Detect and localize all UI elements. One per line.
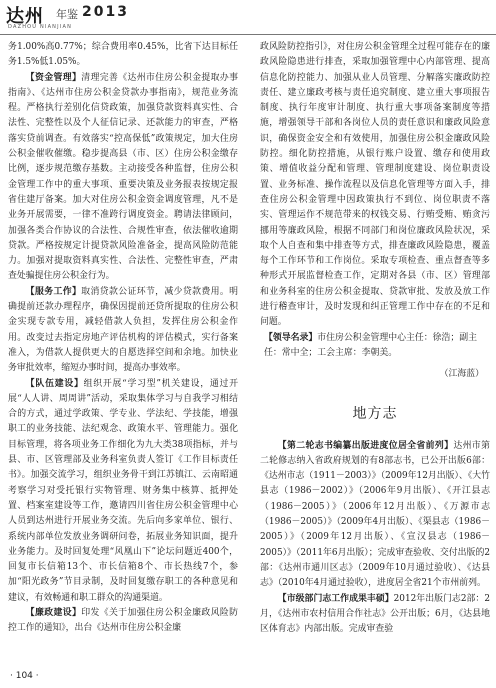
- heading-integrity: 【廉政建设】: [25, 607, 82, 618]
- heading-fund-management: 【资金管理】: [25, 72, 82, 83]
- heading-leadership: 【领导名录】: [264, 332, 318, 343]
- header-divider: [0, 34, 496, 35]
- paragraph-gazetteer-progress: [260, 439, 490, 592]
- text-team-building: 组织开展“学习型”机关建设，通过开展“人人讲、周周讲”活动，采取集体学习与自我学习相结合的方式，通过学政策、学专业、学法纪、学技能，增强职工的业务技能、法纪观念、政策水平、管理能力。强化目标管理，将各项业务工作细化为九大类38项指标，并与县、市、区管理部及业务科室负责人签订《工作目标责任书》。加强交流学习，组织业务骨干到江苏镇江、云南昭通考察学习对受托银行实物管理、财务集中核算、抵押处置、档案室建设等工作，邀请四川省住房公积金管理中心人员到达州进行开展业务交流。先后向多家单位、银行、系统内部单位发放业务调研问卷，拓展业务知识面，提升业务能力。及时回复处理“风凰山下”论坛问题近400个，回复市长信箱13个、市长信箱8个、市长热线7个，参加“阳光政务”节目录制，及时回复缴存职工的各种意见和建议，有效畅通和职工群众的沟通渠道。: [8, 378, 239, 603]
- text-service-work: 取消贷款公证环节，减少贷款费用。明确提前还款办理程序，确保因提前还贷所提取的住房公积金实现专款专用，减轻借款人负担，发挥住房公积金作用。改变过去指定房地产评估机构的评估模式，实行备案准入，为借款人提供更大的自愿选择空间和余地。加快业务审批效率，缩短办事时间，提高办事效率。: [8, 286, 238, 374]
- left-column: [8, 40, 238, 637]
- yearbook-logo-label: 年鉴: [56, 8, 78, 21]
- paragraph-team-building: [8, 377, 238, 606]
- page-header: [0, 0, 496, 36]
- heading-gazetteer-progress: 【第二轮志书编纂出版进度位居全省前列】: [277, 440, 454, 451]
- yearbook-logo-title: 达州: [6, 6, 44, 27]
- paragraph-department-gazetteers: [260, 592, 490, 638]
- yearbook-logo-subtitle: DAZHOU NIANJIAN: [8, 24, 73, 30]
- paragraph-integrity: [8, 606, 238, 637]
- text-gazetteer-progress: 达州市第二轮修志纳入省政府规划的有8部志书，已公开出版6部：《达州市志（1911－2003）》（2009年12月出版）、《大竹县志（1986－2002）》（2006年9月出版）、《开江县志（1986－2005）》（2006年12月出版）、《万源市志（1986－2005）》（2009年4月出版）、《渠县志（1986－2005）》（2009年12月出版）、《宣汉县志（1986－2005）》（2011年6月出版）；完成审查验收、交付出版的2部：《达州市通川区志》（2009年10月通过验收）、《达县志》（2010年4月通过验收），进度居全省21个市州前列。: [260, 440, 491, 589]
- paragraph-fund-management: [8, 71, 238, 285]
- text-fund-management: 清理完善《达州市住房公积金提取办事指南》、《达州市住房公积金贷款办事指南》，规范业务流程。严格执行差别化信贷政策，加强贷款资料真实性、合法性、完整性以及个人征信记录、还款能力的审查，严格落实贷前调查。有效落实“控高保低”政策规定，加大住房公积金催收催缴。稳步提高县（市、区）住房公积金缴存比例，逐步规范缴存基数。主动接受各种监督，住房公积金管理工作中的重大事项、重要决策及业务报表按规定报省住建厅备案。加大对住房公积金资金调度管理，凡不是业务开展需要，一律不准跨行调度资金。聘请法律顾问，加强各类合作协议的合法性、合规性审查，依法催收逾期贷款。严格按规定计提贷款风险准备金，提高风险防范能力。加强对提取资料真实性、合法性、完整性审查，严肃查处骗提住房公积金行为。: [8, 72, 238, 282]
- right-column: [260, 40, 490, 637]
- section-title: 地方志: [352, 405, 398, 422]
- paragraph-integrity-continued: 政风险防控指引》，对住房公积金管理全过程可能存在的廉政风险隐患进行排查，采取加强管理中心内部管理、提高信息化防控能力、加强从业人员管理、分解落实廉政防控责任、建立廉政考核与责任追究制度、建立重大事项报告制度、执行年度审计制度、执行重大事项备案制度等措施，增强领导干部和各岗位人员的责任意识和廉政风险意识，确保资金安全和有效使用，加强住房公积金廉政风险防控。细化防控措施，从银行账户设置、缴存和使用政策、增值收益分配和管理、管理制度建设、岗位职责设置、业务标准、操作流程以及信息化管理等方面入手，排查住房公积金管理中因政策执行不到位、岗位职责不落实、管理运作不规范带来的权钱交易、行贿受贿、贿贪污挪用等廉政风险，根据不同部门和岗位廉政风险状况，采取个人自查和集中排查等方式，排查廉政风险隐患，覆盖每个工作环节和工作岗位。采取专项检查、重点督查等多种形式开展监督检查工作，定期对各县（市、区）管理部和业务科室的住房公积金提取、贷款审批、发放及放工作进行稽查审计，及时发现和纠正管理工作中存在的不足和问题。: [260, 42, 490, 328]
- heading-department-gazetteers: 【市级部门志工作成果丰硕】: [277, 593, 394, 604]
- author-credit: （江海蓝）: [439, 369, 484, 380]
- heading-service-work: 【服务工作】: [25, 286, 82, 297]
- text-department-gazetteers: 2012年出版门志2部：2月，《达州市农村信用合作社志》公开出版；6月，《达县地区体育志》内部出版。完成审查验: [260, 593, 490, 635]
- heading-team-building: 【队伍建设】: [25, 378, 84, 389]
- leadership-roster: [260, 331, 490, 362]
- paragraph-service-work: [8, 285, 238, 377]
- text-leadership: 市住房公积金管理中心主任：徐浩；副主任：常中全；工会主席：李朝美。: [264, 332, 477, 358]
- paragraph-continuation: 务1.00%高0.77%；综合费用率0.45%，比省下达目标任务1.5%低1.05%。: [8, 42, 238, 68]
- text-integrity: 印发《关于加强住房公积金廉政风险防控工作的通知》，出台《达州市住房公积金廉: [8, 607, 238, 634]
- page-number: · 104 ·: [10, 671, 39, 681]
- yearbook-logo-year: 2013: [82, 4, 129, 20]
